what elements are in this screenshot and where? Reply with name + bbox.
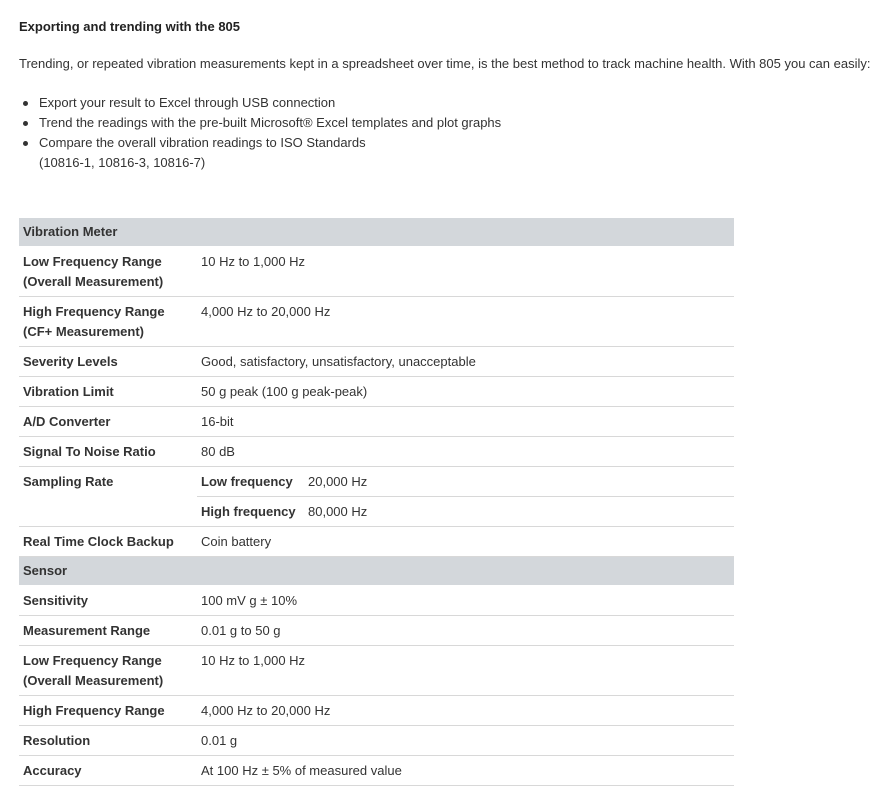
table-row: [19, 377, 734, 407]
table-row: [19, 347, 734, 377]
row-value: 0.01 g: [197, 726, 734, 756]
row-value: 80 dB: [197, 437, 734, 467]
row-label: A/D Converter: [19, 407, 197, 437]
table-row: [19, 407, 734, 437]
table-section-header: [19, 557, 734, 586]
row-label: [19, 646, 197, 696]
table-row: [19, 616, 734, 646]
list-item-text: Trend the readings with the pre-built Microsoft® Excel templates and plot graphs: [39, 115, 502, 130]
table-row: [19, 586, 734, 616]
table-row: [19, 527, 734, 557]
row-value: 4,000 Hz to 20,000 Hz: [197, 696, 734, 726]
intro-paragraph: Trending, or repeated vibration measurements kept in a spreadsheet over time, is the best method to track machine health. With 805 you can easily:: [19, 56, 871, 71]
row-label-line: High Frequency Range: [23, 304, 165, 319]
section-title: Vibration Meter: [19, 218, 734, 247]
row-label: High Frequency Range: [19, 696, 197, 726]
sub-label: Low frequency: [201, 474, 293, 489]
row-value: 16-bit: [197, 407, 734, 437]
row-label: Severity Levels: [19, 347, 197, 377]
row-value: 100 mV g ± 10%: [197, 586, 734, 616]
table-row: [19, 756, 734, 786]
table-row: [19, 726, 734, 756]
table-row: [19, 247, 734, 297]
row-value: 10 Hz to 1,000 Hz: [197, 646, 734, 696]
list-item-text-continuation: (10816-1, 10816-3, 10816-7): [39, 155, 206, 170]
row-value: At 100 Hz ± 5% of measured value: [197, 756, 734, 786]
row-value: 4,000 Hz to 20,000 Hz: [197, 297, 734, 347]
list-item: [19, 93, 501, 113]
list-item-text: Export your result to Excel through USB connection: [39, 95, 336, 110]
row-value: Coin battery: [197, 527, 734, 557]
table-row: [19, 646, 734, 696]
section-title: Sensor: [19, 557, 734, 586]
row-label-line: (Overall Measurement): [23, 274, 164, 289]
row-label: [19, 297, 197, 347]
row-value: [197, 497, 734, 527]
table-row: [19, 467, 734, 497]
table-row: [19, 696, 734, 726]
row-value: 0.01 g to 50 g: [197, 616, 734, 646]
row-label-line: (Overall Measurement): [23, 673, 164, 688]
row-label: [19, 247, 197, 297]
section-heading: Exporting and trending with the 805: [19, 19, 241, 34]
row-label: Vibration Limit: [19, 377, 197, 407]
row-label: Sampling Rate: [19, 467, 197, 527]
sub-value: 20,000 Hz: [308, 474, 368, 489]
list-item: [19, 113, 501, 133]
table-section-header: [19, 218, 734, 247]
table-row: [19, 437, 734, 467]
table-row: [19, 297, 734, 347]
row-label: Accuracy: [19, 756, 197, 786]
specifications-table: [19, 218, 734, 786]
row-value: Good, satisfactory, unsatisfactory, unacceptable: [197, 347, 734, 377]
row-value: [197, 467, 734, 497]
feature-list: [19, 93, 501, 173]
row-value: 10 Hz to 1,000 Hz: [197, 247, 734, 297]
row-label-line: (CF+ Measurement): [23, 324, 144, 339]
row-label: Signal To Noise Ratio: [19, 437, 197, 467]
row-label: Real Time Clock Backup: [19, 527, 197, 557]
row-label: Measurement Range: [19, 616, 197, 646]
list-item-text: Compare the overall vibration readings to ISO Standards: [39, 135, 366, 150]
sub-label: High frequency: [201, 504, 296, 519]
row-label: Resolution: [19, 726, 197, 756]
row-value: 50 g peak (100 g peak-peak): [197, 377, 734, 407]
sub-value: 80,000 Hz: [308, 504, 368, 519]
row-label: Sensitivity: [19, 586, 197, 616]
row-label-line: Low Frequency Range: [23, 254, 162, 269]
row-label-line: Low Frequency Range: [23, 653, 162, 668]
list-item: [19, 133, 501, 173]
